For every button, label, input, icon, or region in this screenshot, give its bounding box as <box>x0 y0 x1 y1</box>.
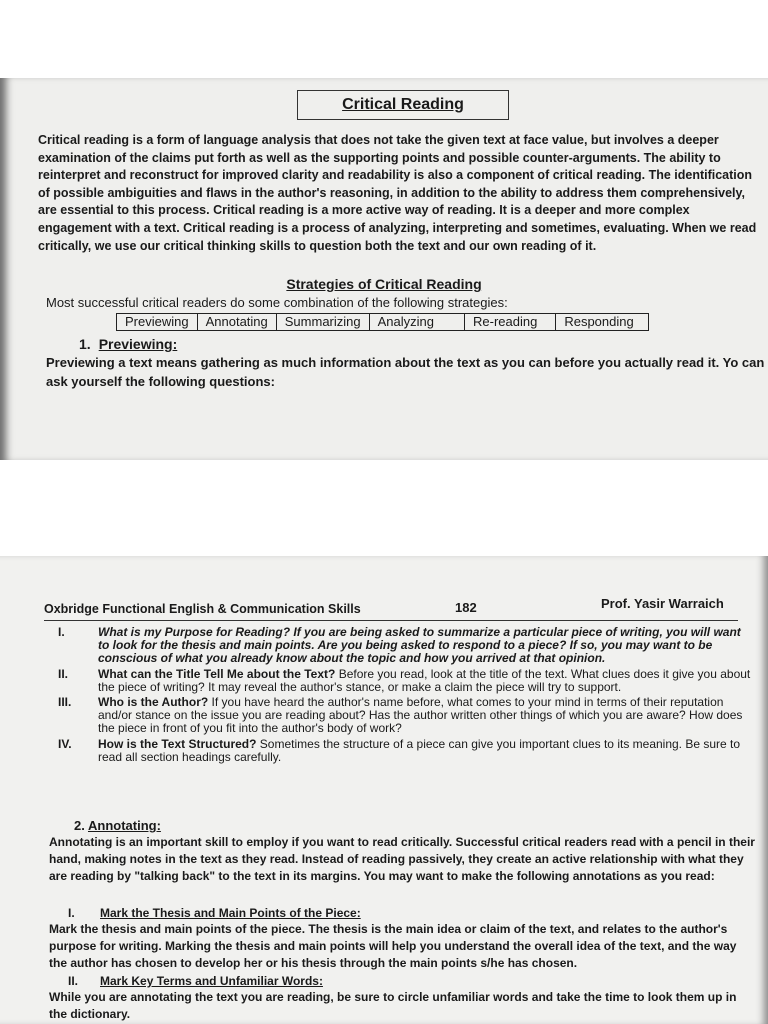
strategy-cell: Responding <box>556 314 648 331</box>
strategies-row <box>117 314 649 331</box>
question-lead: What can the Title Tell Me about the Text? <box>98 666 336 681</box>
top-page <box>0 78 768 460</box>
header-divider <box>44 620 738 621</box>
list-number: II. <box>58 666 69 681</box>
question-lead: How is the Text Structured? <box>98 736 257 751</box>
list-number: III. <box>58 695 72 710</box>
previewing-number: 1. <box>79 336 91 352</box>
strategies-intro: Most successful critical readers do some combination of the following strategies: <box>46 295 508 310</box>
previewing-questions <box>58 626 752 766</box>
key-terms-paragraph: While you are annotating the text you are reading, be sure to circle unfamiliar words and take the time to look them up in the dictionary. <box>49 990 737 1021</box>
strategy-cell: Re-reading <box>465 314 556 331</box>
subheading-number: II. <box>68 974 79 988</box>
list-text <box>98 626 752 666</box>
page-title: Critical Reading <box>297 90 509 120</box>
thesis-paragraph: Mark the thesis and main points of the piece. The thesis is the main idea or claim of the text, and relates to the author's purpose for writing. Marking the thesis and main points will help you understand the overall idea of the text, and the way the author has chosen to develop her or his thesis through the main points s/he has chosen. <box>49 922 737 970</box>
strategies-table <box>116 313 649 331</box>
previewing-heading <box>79 336 177 352</box>
book-title: Oxbridge Functional English & Communication Skills <box>44 602 361 616</box>
previewing-paragraph: Previewing a text means gathering as much information about the text as you can before you actually read it. Yo can ask yourself the following questions: <box>46 355 765 389</box>
strategy-cell: Annotating <box>197 314 276 331</box>
list-text <box>98 696 752 736</box>
question-text: Sometimes the structure of a piece can give you important clues to its meaning. Be sure to read all section headings carefully. <box>98 736 741 764</box>
list-text <box>98 738 752 764</box>
annotating-label: Annotating: <box>87 818 161 833</box>
annotating-heading <box>74 818 161 833</box>
page-number: 182 <box>455 600 477 615</box>
list-item <box>58 668 752 694</box>
subheading-key-terms <box>68 974 323 988</box>
question-text: If you have heard the author's name before, what comes to your mind in terms of their reputation and/or stance on the issue you are reading about? Has the author written other things of which you are aware? How does the piece in front of you fit into the author's body of work? <box>98 695 743 736</box>
subheading-label: Mark Key Terms and Unfamiliar Words: <box>100 974 323 988</box>
annotating-paragraph: Annotating is an important skill to employ if you want to read critically. Successful critical readers read with a pencil in their hand, making notes in the text as they read. Instead of reading passively, they create an active relationship with what they are reading by "talking back" to the text in its margins. You may want to make the following annotations as you read: <box>49 835 755 883</box>
author-name: Prof. Yasir Warraich <box>601 596 724 611</box>
list-item <box>58 626 752 666</box>
strategies-heading: Strategies of Critical Reading <box>286 276 482 292</box>
list-item <box>58 696 752 736</box>
subheading-label: Mark the Thesis and Main Points of the Piece: <box>100 906 361 920</box>
question-text: If you are being asked to summarize a particular piece of writing, you will want to look for the thesis and main points. Are you being asked to respond to a piece? If so, you may want to be conscious of what you already know about the topic and how you arrived at that opinion. <box>98 625 741 666</box>
list-number: IV. <box>58 736 72 751</box>
intro-paragraph: Critical reading is a form of language analysis that does not take the given text at face value, but involves a deeper examination of the claims put forth as well as the supporting points and possible counter-arguments. The ability to reinterpret and reconstruct for improved clarity and readability is also a component of critical reading. The identification of possible ambiguities and flaws in the author's reasoning, in addition to the ability to address them comprehensively, are essential to this process. Critical reading is a more active way of reading. It is a deeper and more complex engagement with a text. Critical reading is a process of analyzing, interpreting and sometimes, evaluating. When we read critically, we use our critical thinking skills to question both the text and our own reading of it. <box>38 133 757 253</box>
list-item <box>58 738 752 764</box>
previewing-label: Previewing: <box>98 336 178 352</box>
subheading-number: I. <box>68 906 75 920</box>
strategy-cell: Summarizing <box>276 314 369 331</box>
annotating-number: 2. <box>74 818 85 833</box>
strategy-cell: Analyzing <box>369 314 464 331</box>
strategy-cell: Previewing <box>117 314 198 331</box>
list-number: I. <box>58 625 65 639</box>
question-lead: Who is the Author? <box>98 695 209 710</box>
question-text: Before you read, look at the title of the text. What clues does it give you about the piece of writing? It may reveal the author's stance, or make a claim the piece will try to support. <box>98 666 751 694</box>
bottom-page <box>0 556 768 1024</box>
list-text <box>98 668 752 694</box>
subheading-thesis <box>68 906 361 920</box>
question-lead: What is my Purpose for Reading? <box>98 625 291 639</box>
